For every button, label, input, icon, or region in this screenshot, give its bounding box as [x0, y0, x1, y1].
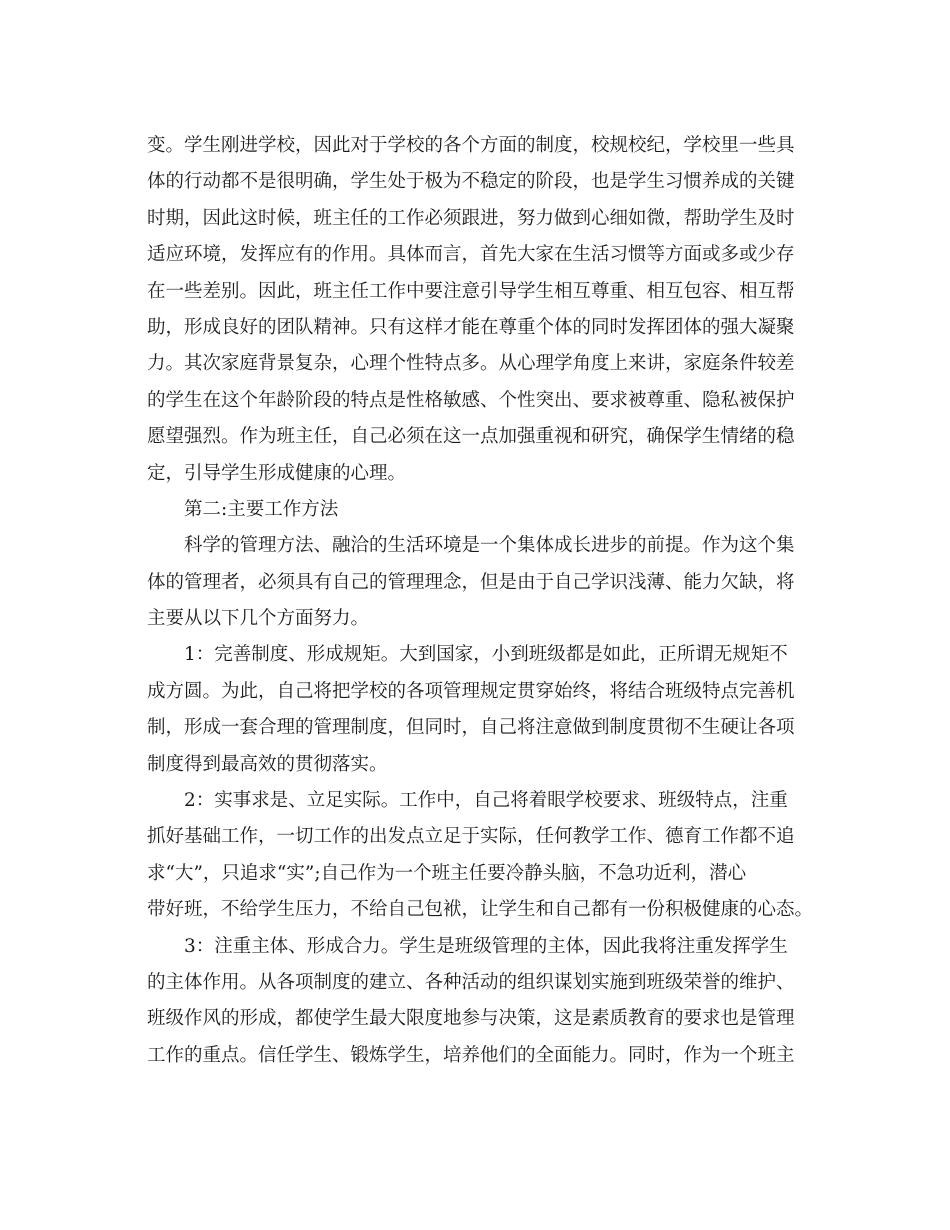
text-line: 3：注重主体、形成合力。学生是班级管理的主体，因此我将注重发挥学生 [184, 935, 788, 957]
text-line: 体的行动都不是很明确，学生处于极为不稳定的阶段，也是学生习惯养成的关键 [147, 171, 795, 193]
text-line: 带好班，不给学生压力，不给自己包袱，让学生和自己都有一份积极健康的心态。 [147, 899, 814, 921]
text-line: 科学的管理方法、融洽的生活环境是一个集体成长进步的前提。作为这个集 [184, 535, 795, 557]
text-line: 制，形成一套合理的管理制度，但同时，自己将注意做到制度贯彻不生硬让各项 [147, 717, 795, 739]
text-line: 力。其次家庭背景复杂，心理个性特点多。从心理学角度上来讲，家庭条件较差 [147, 353, 795, 375]
body-text [147, 128, 817, 1074]
text-line: 抓好基础工作，一切工作的出发点立足于实际，任何教学工作、德育工作都不追 [147, 826, 795, 848]
text-line: 体的管理者，必须具有自己的管理理念，但是由于自己学识浅薄、能力欠缺，将 [147, 571, 795, 593]
text-line: 主要从以下几个方面努力。 [147, 608, 370, 630]
text-line: 成方圆。为此，自己将把学校的各项管理规定贯穿始终，将结合班级特点完善机 [147, 680, 795, 702]
text-line: 助，形成良好的团队精神。只有这样才能在尊重个体的同时发挥团体的强大凝聚 [147, 316, 795, 338]
text-line: 适应环境，发挥应有的作用。具体而言，首先大家在生活习惯等方面或多或少存 [147, 244, 795, 266]
text-line: 班级作风的形成，都使学生最大限度地参与决策，这是素质教育的要求也是管理 [147, 1008, 795, 1030]
text-line: 在一些差别。因此，班主任工作中要注意引导学生相互尊重、相互包容、相互帮 [147, 280, 795, 302]
text-line: 变。学生刚进学校，因此对于学校的各个方面的制度，校规校纪，学校里一些具 [147, 135, 795, 156]
text-line: 工作的重点。信任学生、锻炼学生，培养他们的全面能力。同时，作为一个班主 [147, 1044, 795, 1066]
text-line: 的学生在这个年龄阶段的特点是性格敏感、个性突出、要求被尊重、隐私被保护 [147, 389, 795, 411]
text-line: 1：完善制度、形成规矩。大到国家，小到班级都是如此，正所谓无规矩不 [184, 644, 788, 666]
text-line: 的主体作用。从各项制度的建立、各种活动的组织谋划实施到班级荣誉的维护、 [147, 971, 795, 993]
text-line: 定，引导学生形成健康的心理。 [147, 462, 407, 484]
text-line: 求“大”，只追求“实”;自己作为一个班主任要冷静头脑，不急功近利，潜心 [147, 862, 747, 884]
text-line: 制度得到最高效的贯彻落实。 [147, 753, 388, 775]
text-line: 第二:主要工作方法 [184, 498, 339, 520]
text-line: 时期，因此这时候，班主任的工作必须跟进，努力做到心细如微，帮助学生及时 [147, 207, 795, 229]
text-line: 2：实事求是、立足实际。工作中，自己将着眼学校要求、班级特点，注重 [184, 790, 788, 812]
text-line: 愿望强烈。作为班主任，自己必须在这一点加强重视和研究，确保学生情绪的稳 [147, 426, 795, 448]
